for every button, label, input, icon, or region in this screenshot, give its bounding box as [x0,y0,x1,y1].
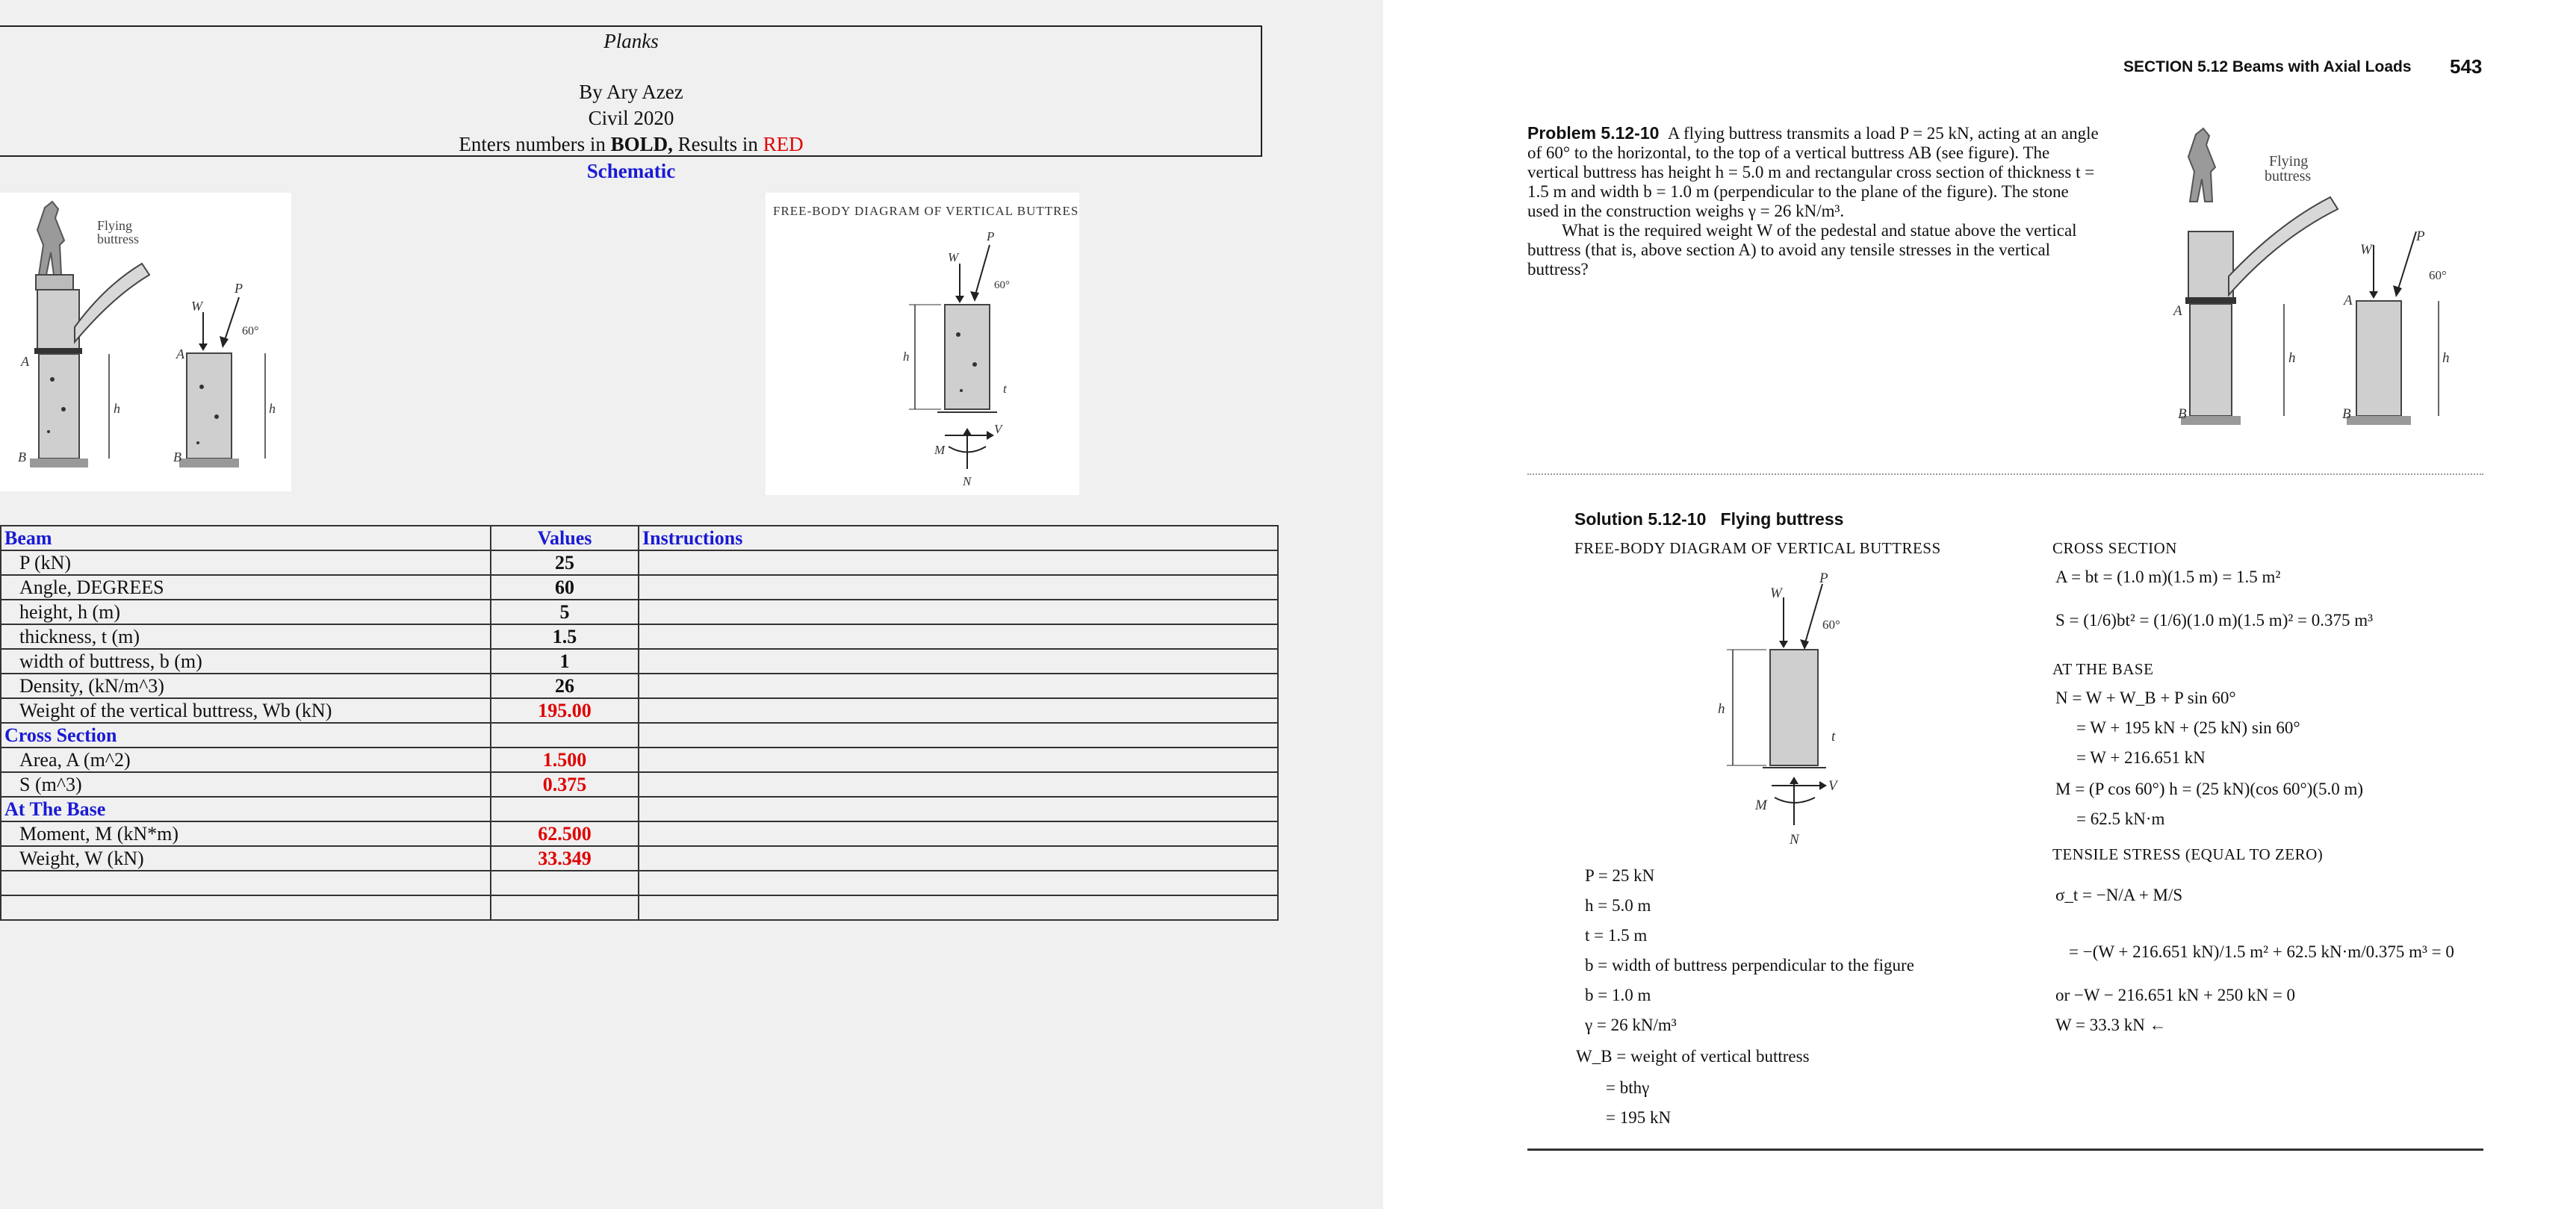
instructions-pre: Enters numbers in [459,133,611,155]
fbd-t: t [1003,382,1007,396]
label-h1: h [114,401,120,416]
page-number: 543 [2450,55,2483,78]
table-row [1,772,1278,797]
cell-instruction[interactable] [639,748,1278,772]
label-B1: B [18,450,26,464]
fbd-60: 60° [994,279,1010,291]
sol-W: W [1770,585,1782,601]
header-beam[interactable]: Beam [1,526,491,550]
given-line: h = 5.0 m [1585,896,1651,915]
cell-empty[interactable] [1,871,491,895]
book-A1: A [2173,303,2182,319]
fbd-P: P [987,229,995,243]
table-header-row [1,526,1278,550]
header-instructions[interactable]: Instructions [639,526,1278,550]
sol-P: P [1819,571,1828,586]
label-P: P [235,281,243,296]
table-row [1,698,1278,723]
cell-value[interactable] [491,797,639,821]
solution-label: Solution 5.12-10 [1574,509,1707,529]
cell-value[interactable]: 5 [491,600,639,624]
sol-N: N [1790,832,1799,848]
cell-result[interactable]: 1.500 [491,748,639,772]
cell-label[interactable]: Weight, W (kN) [1,846,491,871]
problem-label: Problem 5.12-10 [1527,123,1660,143]
table-row [1,821,1278,846]
dotted-divider [1527,473,2483,475]
cell-label[interactable]: height, h (m) [1,600,491,624]
cell-label[interactable]: Density, (kN/m^3) [1,674,491,698]
sol-h: h [1718,701,1725,717]
base-line: N = W + W_B + P sin 60° [2055,689,2236,707]
book-W: W [2360,242,2372,258]
solution-heading [1574,509,1843,529]
flying-label-2: buttress [97,231,139,246]
cell-value[interactable]: 26 [491,674,639,698]
table-row [1,600,1278,624]
table-section-row [1,723,1278,748]
problem-question: What is the required weight W of the pedestal and statue above the vertical buttress (that is, above section A) to avoid any tensile stresses in the vertical buttress? [1527,221,2077,279]
tensile-line: or −W − 216.651 kN + 250 kN = 0 [2055,986,2296,1004]
cross-section-line: A = bt = (1.0 m)(1.5 m) = 1.5 m² [2055,568,2281,586]
book-A2: A [2344,293,2353,308]
book-h1: h [2288,350,2296,366]
cell-result[interactable]: 33.349 [491,846,639,871]
cell-label[interactable]: Area, A (m^2) [1,748,491,772]
label-A2: A [176,346,184,361]
tensile-line: σ_t = −N/A + M/S [2055,886,2183,904]
section-label[interactable]: Cross Section [1,723,491,748]
table-row [1,748,1278,772]
tensile-line: W = 33.3 kN ← [2055,1016,2167,1034]
table-row [1,624,1278,649]
cell-value[interactable]: 25 [491,550,639,575]
cell-empty[interactable] [491,895,639,920]
cell-value[interactable]: 1.5 [491,624,639,649]
problem-statement [1527,123,2102,279]
cell-label[interactable]: Moment, M (kN*m) [1,821,491,846]
base-line: = W + 195 kN + (25 kN) sin 60° [2076,718,2300,737]
cell-instruction[interactable] [639,723,1278,748]
label-B2: B [173,450,181,464]
sheet-title[interactable]: Planks [603,30,659,52]
book-flying-2: buttress [2265,168,2312,184]
cross-section-line: S = (1/6)bt² = (1/6)(1.0 m)(1.5 m)² = 0.375 m³ [2055,611,2374,630]
book-flying-1: Flying [2269,153,2309,170]
instructions-mid: Results in [672,133,763,155]
book-P: P [2416,229,2425,244]
book-figure [2151,119,2465,433]
cell-value[interactable]: 60 [491,575,639,600]
cell-instruction[interactable] [639,575,1278,600]
tensile-title: TENSILE STRESS (EQUAL TO ZERO) [2052,845,2324,863]
flying-label-1: Flying [97,218,133,233]
book-B1: B [2178,406,2187,422]
cell-instruction[interactable] [639,550,1278,575]
table-section-row [1,797,1278,821]
sol-V: V [1828,778,1837,794]
given-line: t = 1.5 m [1585,926,1648,945]
section-header: SECTION 5.12 Beams with Axial Loads [2123,58,2412,75]
cell-label[interactable]: width of buttress, b (m) [1,649,491,674]
flying-buttress-image[interactable] [0,193,291,491]
label-A1: A [21,354,29,369]
base-title: AT THE BASE [2052,660,2154,678]
cell-result[interactable]: 62.500 [491,821,639,846]
fbd-V: V [994,422,1002,436]
given-line: b = 1.0 m [1585,986,1651,1004]
solution-fbd-title: FREE-BODY DIAGRAM OF VERTICAL BUTTRESS [1574,539,1941,557]
instructions-red: RED [763,133,804,155]
cell-result[interactable]: 0.375 [491,772,639,797]
fbd-title: FREE-BODY DIAGRAM OF VERTICAL BUTTRESS [773,204,1079,218]
sol-t: t [1831,729,1836,745]
author-line[interactable]: By Ary Azez [579,81,683,103]
fbd-drawing [766,193,1079,495]
cell-value[interactable] [491,723,639,748]
table-row [1,550,1278,575]
cell-empty[interactable] [639,895,1278,920]
fbd-image[interactable] [766,193,1079,495]
cell-empty[interactable] [639,871,1278,895]
table-row [1,846,1278,871]
fbd-h: h [903,349,910,364]
label-W: W [191,299,202,314]
beam-table [0,525,1279,921]
table-row [1,674,1278,698]
given-line: P = 25 kN [1585,866,1655,885]
cell-label[interactable]: thickness, t (m) [1,624,491,649]
solution-fbd [1703,568,1927,851]
cell-empty[interactable] [1,895,491,920]
cell-instruction[interactable] [639,797,1278,821]
table-row [1,895,1278,920]
table-row [1,649,1278,674]
base-line: = 62.5 kN·m [2076,809,2165,828]
given-line: W_B = weight of vertical buttress [1576,1047,1810,1066]
fbd-N: N [963,474,972,488]
cell-instruction[interactable] [639,649,1278,674]
cell-label[interactable]: Angle, DEGREES [1,575,491,600]
cell-instruction[interactable] [639,821,1278,846]
cell-label[interactable]: Weight of the vertical buttress, Wb (kN) [1,698,491,723]
problem-text: A flying buttress transmits a load P = 25 kN, acting at an angle of 60° to the horizontal, to the top of a vertical buttress AB (see figure). The vertical buttress has height h = 5.0 m and rectangular cross section of thickness t = 1.5 m and width b = 1.0 m (perpendicular to the plane of the figure). The stone used in the construction weighs γ = 26 kN/m³. [1527,124,2099,220]
table-row [1,575,1278,600]
cell-instruction[interactable] [639,846,1278,871]
given-line: γ = 26 kN/m³ [1585,1016,1677,1034]
cell-label[interactable]: S (m^3) [1,772,491,797]
tensile-line: = −(W + 216.651 kN)/1.5 m² + 62.5 kN·m/0.375 m³ = 0 [2069,942,2454,961]
course-line[interactable]: Civil 2020 [588,107,674,129]
cell-empty[interactable] [491,871,639,895]
base-line: M = (P cos 60°) h = (25 kN)(cos 60°)(5.0 m) [2055,780,2364,798]
cell-instruction[interactable] [639,600,1278,624]
cell-value[interactable]: 1 [491,649,639,674]
header-values[interactable]: Values [491,526,639,550]
cell-result[interactable]: 195.00 [491,698,639,723]
given-line: = bthγ [1606,1078,1650,1097]
cell-instruction[interactable] [639,772,1278,797]
solution-title: Flying buttress [1720,509,1844,529]
sol-60: 60° [1822,618,1840,632]
label-h2: h [269,401,276,416]
instructions-line[interactable] [0,133,1262,156]
schematic-label[interactable]: Schematic [586,160,676,182]
base-line: = W + 216.651 kN [2076,748,2206,767]
cell-label[interactable]: P (kN) [1,550,491,575]
section-label[interactable]: At The Base [1,797,491,821]
book-B2: B [2342,406,2351,422]
book-h2: h [2442,350,2450,366]
fbd-W: W [948,250,959,264]
flying-buttress-drawing [0,193,291,491]
label-60: 60° [242,325,259,338]
given-line: b = width of buttress perpendicular to the figure [1585,956,1914,975]
book-60: 60° [2429,268,2447,282]
sol-M: M [1755,798,1767,813]
cell-instruction[interactable] [639,698,1278,723]
table-row [1,871,1278,895]
cross-section-title: CROSS SECTION [2052,539,2177,557]
bottom-rule [1527,1149,2483,1151]
cell-instruction[interactable] [639,624,1278,649]
fbd-M: M [934,443,946,457]
cell-instruction[interactable] [639,674,1278,698]
given-line: = 195 kN [1606,1108,1672,1127]
instructions-bold: BOLD, [610,133,673,155]
